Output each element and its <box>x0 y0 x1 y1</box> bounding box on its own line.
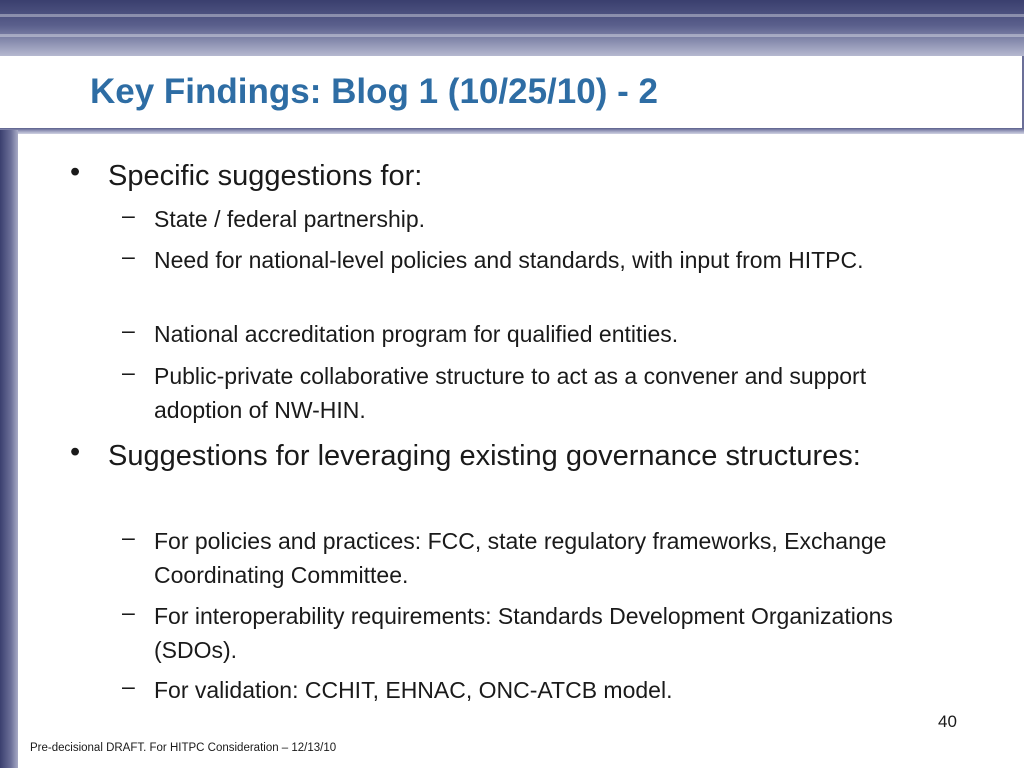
sub-bullet-text: For policies and practices: FCC, state regulatory frameworks, Exchange Coordinating Committee. <box>154 528 887 588</box>
sub-bullet-text: Need for national-level policies and standards, with input from HITPC. <box>154 247 864 273</box>
sub-bullet-text: Public-private collaborative structure to act as a convener and support adoption of NW-HIN. <box>154 363 867 423</box>
left-decorative-band <box>0 130 18 768</box>
sub-bullet-glyph: – <box>122 524 135 550</box>
footer-text: Pre-decisional DRAFT. For HITPC Consideration – 12/13/10 <box>30 742 337 754</box>
slide-title: Key Findings: Blog 1 (10/25/10) - 2 <box>90 72 658 111</box>
sub-bullet-glyph: – <box>122 317 135 343</box>
sub-bullet-glyph: – <box>122 673 135 699</box>
top-decorative-band <box>0 0 1024 56</box>
bullet-text: Suggestions for leveraging existing governance structures: <box>108 440 861 472</box>
page-number: 40 <box>938 712 957 731</box>
sub-bullet-text: National accreditation program for qualified entities. <box>154 321 679 347</box>
sub-bullet-glyph: – <box>122 599 135 625</box>
sub-bullet-glyph: – <box>122 243 135 269</box>
bullet-glyph: • <box>70 436 81 468</box>
band-stripe <box>0 14 1024 17</box>
sub-bullet-text: For interoperability requirements: Standards Development Organizations (SDOs). <box>154 603 893 663</box>
bullet-text: Specific suggestions for: <box>108 160 423 192</box>
bullet-glyph: • <box>70 156 81 188</box>
title-underline-rule <box>0 128 1024 134</box>
sub-bullet-text: State / federal partnership. <box>154 206 426 232</box>
band-stripe <box>0 34 1024 37</box>
sub-bullet-glyph: – <box>122 202 135 228</box>
sub-bullet-text: For validation: CCHIT, EHNAC, ONC-ATCB model. <box>154 677 673 703</box>
sub-bullet-glyph: – <box>122 359 135 385</box>
